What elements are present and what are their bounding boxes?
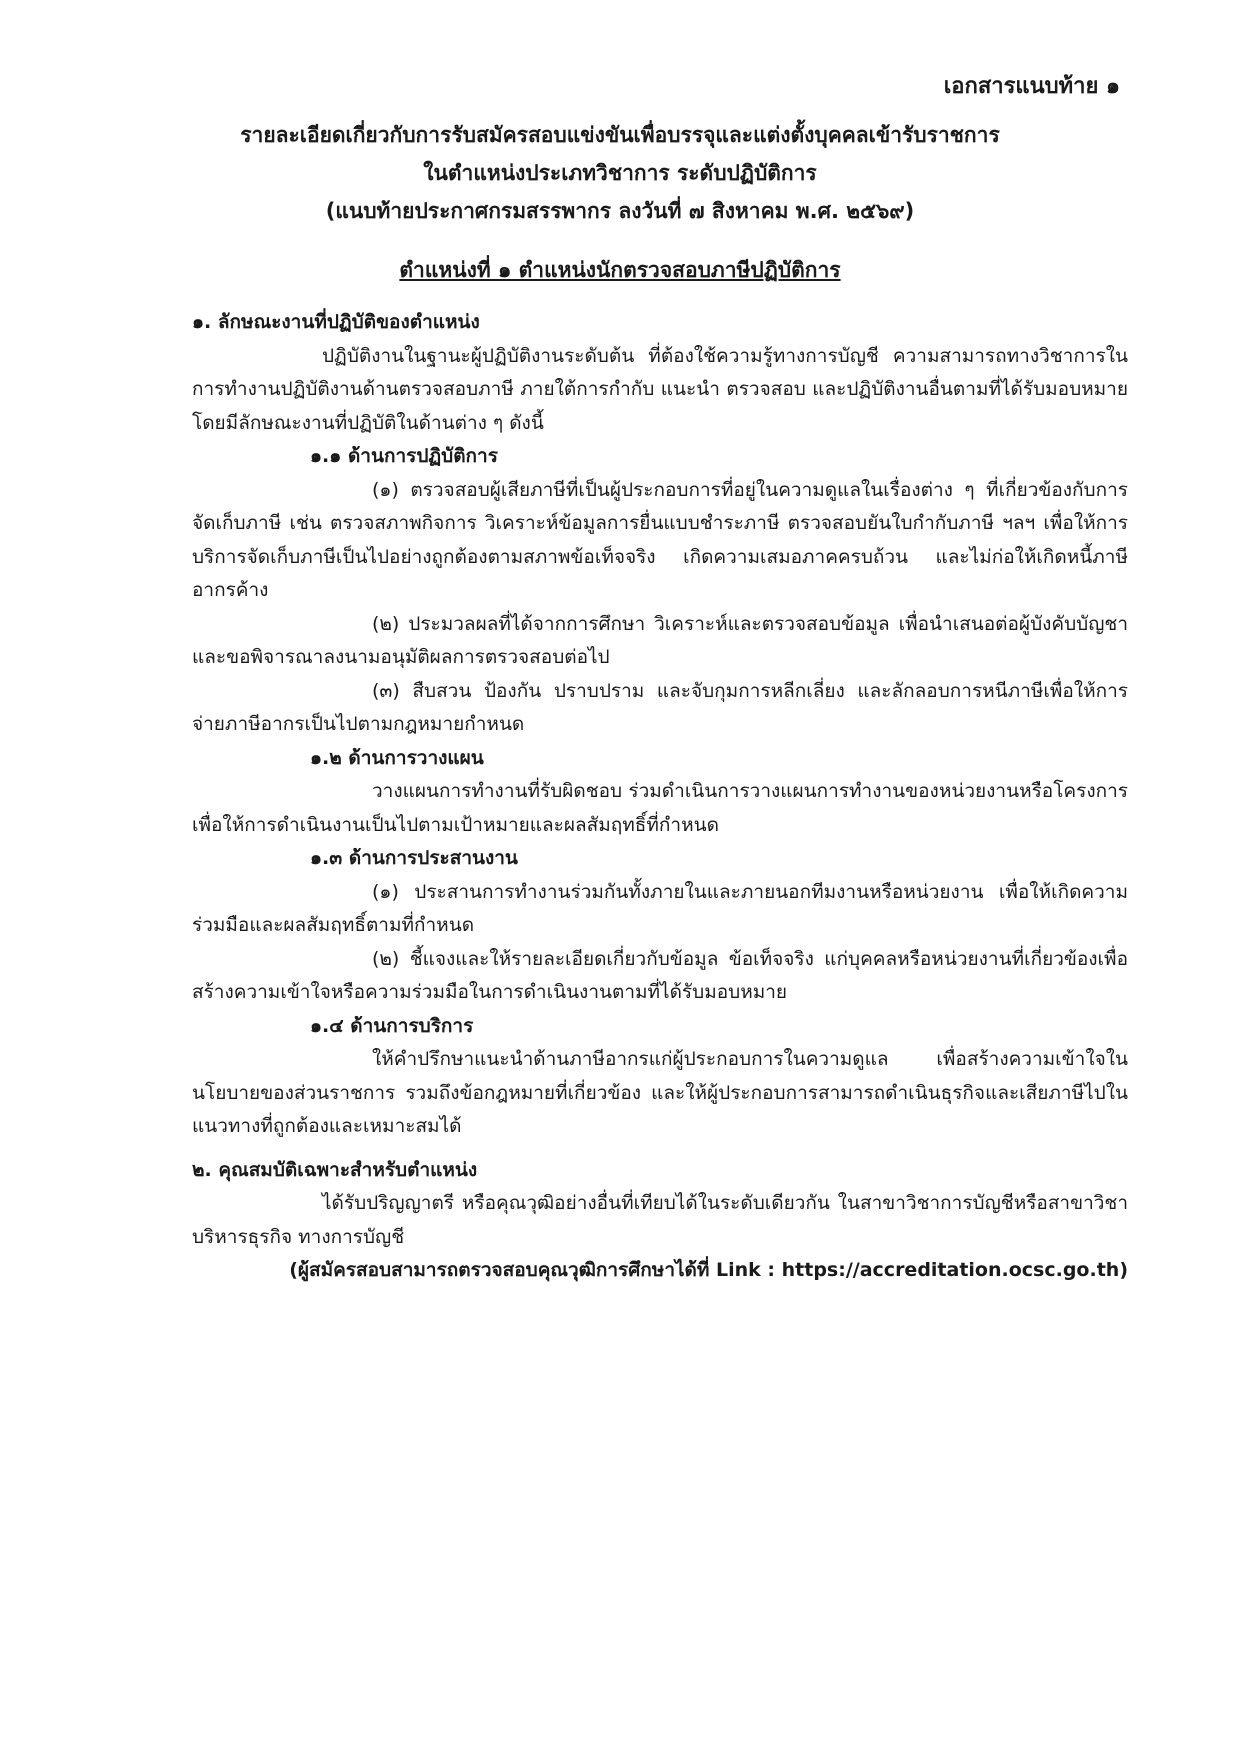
section-1-heading: ๑. ลักษณะงานที่ปฏิบัติของตำแหน่ง: [192, 311, 480, 333]
subsection-1-2-text: วางแผนการทำงานที่รับผิดชอบ ร่วมดำเนินการวางแผนการทำงานของหน่วยงานหรือโครงการ เพื่อให้การดำเนินงานเป็นไปตามเป้าหมายและผลสัมฤทธิ์ที่กำหนด: [192, 780, 1128, 836]
subsection-1-3-item-2: (๒) ชี้แจงและให้รายละเอียดเกี่ยวกับข้อมูล ข้อเท็จจริง แก่บุคคลหรือหน่วยงานที่เกี่ยวข้องเพื่อสร้างความเข้าใจหรือความร่วมมือในการดำเนินงานตามที่ได้รับมอบหมาย: [192, 947, 1128, 1003]
document-title: [0, 116, 1240, 230]
title-line-1: รายละเอียดเกี่ยวกับการรับสมัครสอบแข่งขันเพื่อบรรจุและแต่งตั้งบุคคลเข้ารับราชการ: [240, 123, 1000, 147]
subsection-1-1-item-3: (๓) สืบสวน ป้องกัน ปราบปราม และจับกุมการหลีกเลี่ยง และลักลอบการหนีภาษีเพื่อให้การจ่ายภาษีอากรเป็นไปตามกฎหมายกำหนด: [192, 679, 1128, 735]
section-2-text: ได้รับปริญญาตรี หรือคุณวุฒิอย่างอื่นที่เทียบได้ในระดับเดียวกัน ในสาขาวิชาการบัญชีหรือสาขาวิชาบริหารธุรกิจ ทางการบัญชี: [192, 1192, 1128, 1248]
attachment-label: เอกสารแนบท้าย ๑: [943, 74, 1120, 99]
subsection-1-4-text: ให้คำปรึกษาแนะนำด้านภาษีอากรแก่ผู้ประกอบการในความดูแล เพื่อสร้างความเข้าใจในนโยบายของส่วนราชการ รวมถึงข้อกฎหมายที่เกี่ยวข้อง และให้ผู้ประกอบการสามารถดำเนินธุรกิจและเสียภาษีไปในแนวทางที่ถูกต้องและเหมาะสมได้: [192, 1048, 1128, 1137]
subsection-1-2-heading: ๑.๒ ด้านการวางแผน: [310, 746, 484, 769]
accreditation-note: (ผู้สมัครสอบสามารถตรวจสอบคุณวุฒิการศึกษาได้ที่ Link : https://accreditation.ocsc.go.th): [289, 1259, 1128, 1281]
section-2-heading: ๒. คุณสมบัติเฉพาะสำหรับตำแหน่ง: [192, 1158, 478, 1181]
subsection-1-3-item-1: (๑) ประสานการทำงานร่วมกันทั้งภายในและภายนอกทีมงานหรือหน่วยงาน เพื่อให้เกิดความร่วมมือและผลสัมฤทธิ์ตามที่กำหนด: [192, 880, 1128, 936]
subsection-1-4-heading: ๑.๔ ด้านการบริการ: [310, 1014, 474, 1037]
subsection-1-1-item-2: (๒) ประมวลผลที่ได้จากการศึกษา วิเคราะห์และตรวจสอบข้อมูล เพื่อนำเสนอต่อผู้บังคับบัญชาและขอพิจารณาลงนามอนุมัติผลการตรวจสอบต่อไป: [192, 612, 1128, 668]
subsection-1-1-heading: ๑.๑ ด้านการปฏิบัติการ: [310, 445, 498, 467]
document-body: [192, 306, 1128, 1288]
subsection-1-1-item-1: (๑) ตรวจสอบผู้เสียภาษีที่เป็นผู้ประกอบการที่อยู่ในความดูแลในเรื่องต่าง ๆ ที่เกี่ยวข้องกับการจัดเก็บภาษี เช่น ตรวจสภาพกิจการ วิเคราะห์ข้อมูลการยื่นแบบชำระภาษี ตรวจสอบยันใบกำกับภาษี ฯลฯ เพื่อให้การบริการจัดเก็บภาษีเป็นไปอย่างถูกต้องตามสภาพข้อเท็จจริง เกิดความเสมอภาคครบถ้วน และไม่ก่อให้เกิดหนี้ภาษีอากรค้าง: [192, 478, 1128, 601]
position-title: ตำแหน่งที่ ๑ ตำแหน่งนักตรวจสอบภาษีปฏิบัติการ: [399, 258, 841, 282]
section-1-intro: ปฏิบัติงานในฐานะผู้ปฏิบัติงานระดับต้น ที่ต้องใช้ความรู้ทางการบัญชี ความสามารถทางวิชาการในการทำงานปฏิบัติงานด้านตรวจสอบภาษี ภายใต้การกำกับ แนะนำ ตรวจสอบ และปฏิบัติงานอื่นตามที่ได้รับมอบหมายโดยมีลักษณะงานที่ปฏิบัติในด้านต่าง ๆ ดังนี้: [192, 344, 1128, 434]
title-line-3: (แนบท้ายประกาศกรมสรรพากร ลงวันที่ ๗ สิงหาคม พ.ศ. ๒๕๖๙): [325, 199, 915, 223]
title-line-2: ในตำแหน่งประเภทวิชาการ ระดับปฏิบัติการ: [423, 161, 817, 185]
subsection-1-3-heading: ๑.๓ ด้านการประสานงาน: [310, 847, 518, 869]
